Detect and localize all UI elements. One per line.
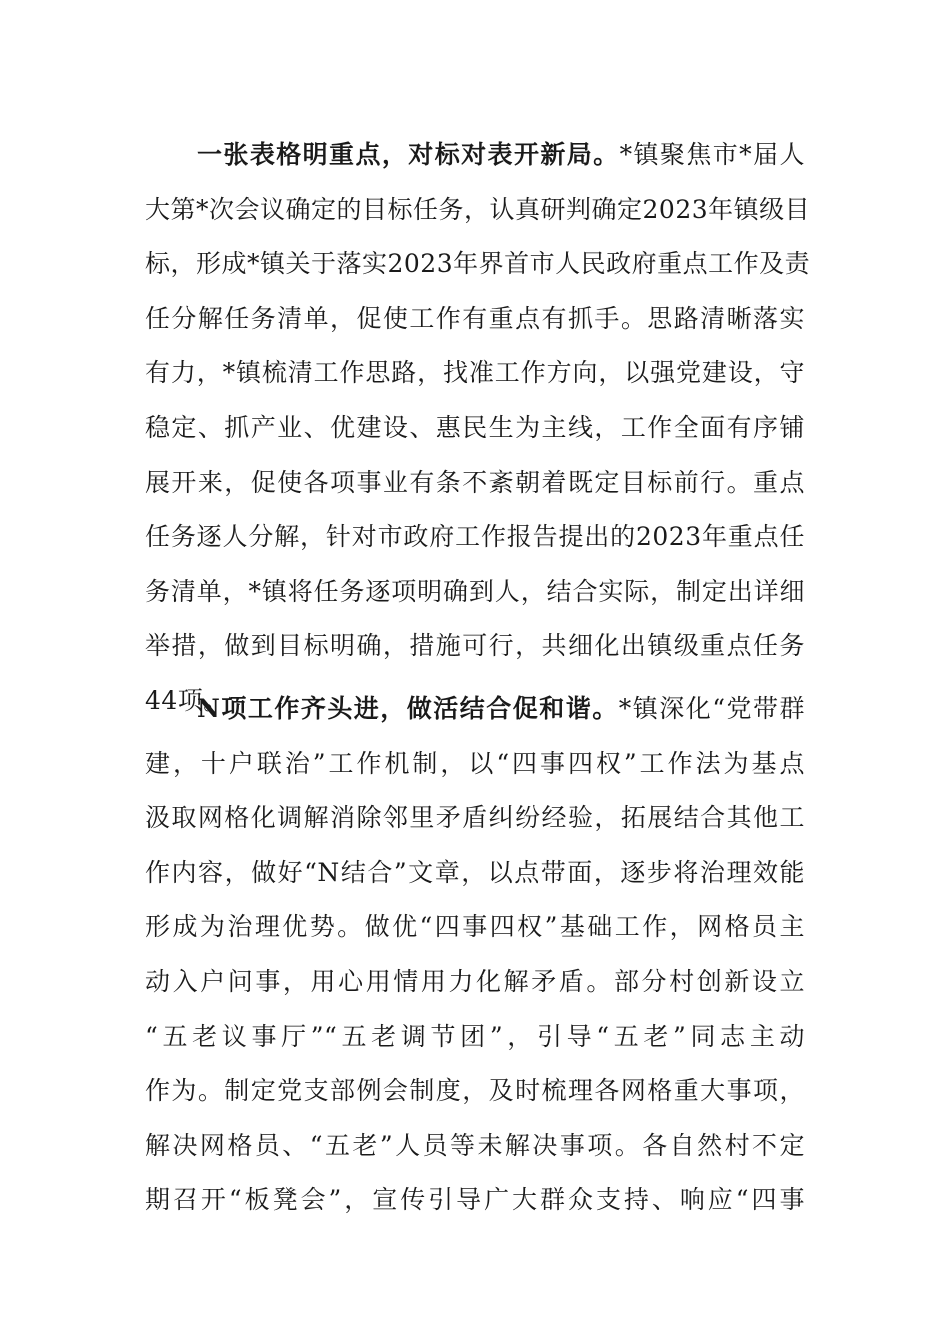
paragraph-heading: N项工作齐头进，做活结合促和谐。 bbox=[197, 694, 619, 723]
paragraph-line: 建，十户联治”工作机制，以“四事四权”工作法为基点 bbox=[145, 748, 805, 778]
paragraph-line: “五老议事厅”“五老调节团”，引导“五老”同志主动 bbox=[145, 1021, 805, 1051]
paragraph-line bbox=[145, 128, 805, 183]
paragraph-line: 任务逐人分解，针对市政府工作报告提出的2023年重点任 bbox=[145, 522, 805, 552]
paragraph-line: 作为。制定党支部例会制度，及时梳理各网格重大事项， bbox=[145, 1076, 805, 1106]
paragraph-line: 有力，*镇梳清工作思路，找准工作方向，以强党建设，守 bbox=[145, 358, 805, 388]
paragraph-text: *镇聚焦市*届人 bbox=[619, 140, 805, 169]
paragraph-line: 汲取网格化调解消除邻里矛盾纠纷经验，拓展结合其他工 bbox=[145, 803, 805, 833]
paragraph-line: 作内容，做好“N结合”文章，以点带面，逐步将治理效能 bbox=[145, 857, 805, 887]
paragraph-line: 形成为治理优势。做优“四事四权”基础工作，网格员主 bbox=[145, 912, 805, 942]
paragraph-line: 解决网格员、“五老”人员等未解决事项。各自然村不定 bbox=[145, 1130, 805, 1160]
paragraph-line: 动入户问事，用心用情用力化解矛盾。部分村创新设立 bbox=[145, 966, 805, 996]
paragraph-target-tasks bbox=[145, 128, 811, 729]
paragraph-line: 务清单，*镇将任务逐项明确到人，结合实际，制定出详细 bbox=[145, 576, 805, 606]
paragraph-line: 期召开“板凳会”，宣传引导广大群众支持、响应“四事 bbox=[145, 1185, 805, 1215]
paragraph-line: 稳定、抓产业、优建设、惠民生为主线，工作全面有序铺 bbox=[145, 412, 805, 442]
paragraph-line: 任分解任务清单，促使工作有重点有抓手。思路清晰落实 bbox=[145, 303, 805, 333]
paragraph-text: *镇深化“党带群 bbox=[618, 694, 805, 723]
paragraph-line: 标，形成*镇关于落实2023年界首市人民政府重点工作及责 bbox=[145, 249, 811, 279]
paragraph-n-tasks bbox=[145, 682, 805, 1228]
paragraph-line bbox=[145, 682, 805, 737]
paragraph-heading: 一张表格明重点，对标对表开新局。 bbox=[197, 140, 620, 169]
paragraph-line: 大第*次会议确定的目标任务，认真研判确定2023年镇级目 bbox=[145, 194, 811, 224]
paragraph-line: 展开来，促使各项事业有条不紊朝着既定目标前行。重点 bbox=[145, 467, 805, 497]
paragraph-line: 44项。 bbox=[145, 685, 229, 715]
paragraph-line: 举措，做到目标明确，措施可行，共细化出镇级重点任务 bbox=[145, 631, 805, 661]
